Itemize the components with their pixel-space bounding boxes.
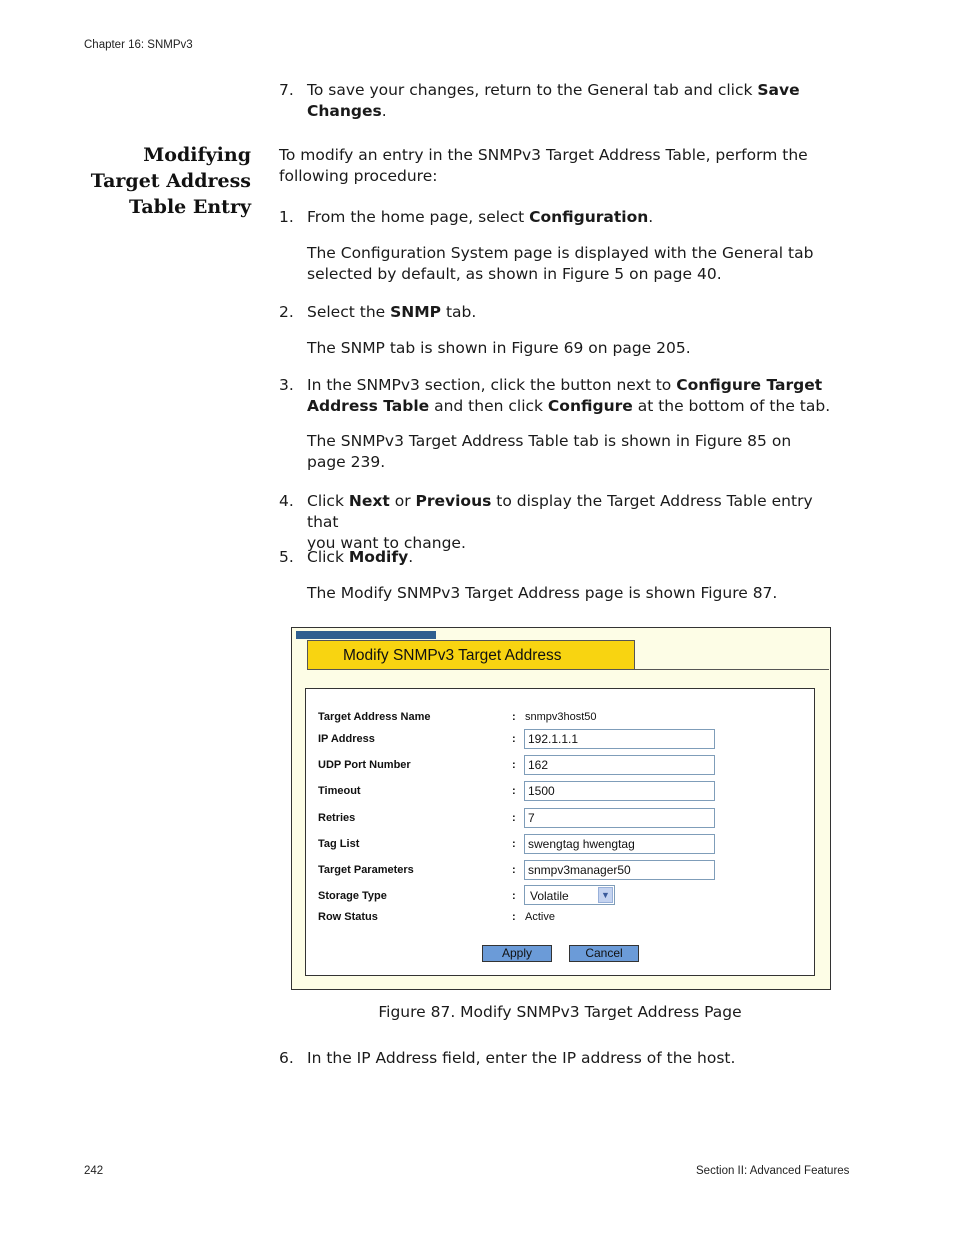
colon: : bbox=[512, 864, 516, 876]
step-3-text: In the SNMPv3 section, click the button next to Configure Target Address Table and then click Configure at the bottom of the tab. bbox=[307, 376, 831, 415]
colon: : bbox=[512, 812, 516, 824]
figure-title-bar bbox=[296, 631, 436, 639]
colon: : bbox=[512, 733, 516, 745]
step-1-number: 1. bbox=[279, 208, 294, 226]
tag-list-input[interactable]: swengtag hwengtag bbox=[524, 834, 715, 854]
colon: : bbox=[512, 890, 516, 902]
step-4-text: Click Next or Previous to display the Target Address Table entry that you want to change. bbox=[307, 492, 813, 552]
step-4-number: 4. bbox=[279, 492, 294, 510]
label-ip-address: IP Address bbox=[318, 733, 375, 745]
apply-button[interactable]: Apply bbox=[482, 945, 552, 962]
step-1-note: The Configuration System page is displayed with the General tab selected by default, as shown in Figure 5 on page 40. bbox=[307, 244, 814, 283]
figure-caption: Figure 87. Modify SNMPv3 Target Address Page bbox=[378, 1003, 742, 1021]
step-6-text: In the IP Address field, enter the IP address of the host. bbox=[307, 1049, 736, 1067]
value-target-address-name: snmpv3host50 bbox=[525, 711, 597, 723]
tab-underline bbox=[635, 669, 829, 670]
colon: : bbox=[512, 711, 516, 723]
step-5-text: Click Modify. bbox=[307, 548, 414, 566]
storage-type-select[interactable] bbox=[524, 885, 615, 905]
step-2-number: 2. bbox=[279, 303, 294, 321]
label-tag-list: Tag List bbox=[318, 838, 360, 850]
ip-address-input[interactable]: 192.1.1.1 bbox=[524, 729, 715, 749]
step-2-note: The SNMP tab is shown in Figure 69 on page 205. bbox=[307, 339, 691, 357]
step-7-text: To save your changes, return to the General tab and click Save Changes. bbox=[307, 81, 800, 120]
step-6-number: 6. bbox=[279, 1049, 294, 1067]
label-target-address-name: Target Address Name bbox=[318, 711, 431, 723]
tab-modify-snmpv3-target-address[interactable]: Modify SNMPv3 Target Address bbox=[307, 640, 635, 670]
colon: : bbox=[512, 785, 516, 797]
retries-input[interactable]: 7 bbox=[524, 808, 715, 828]
step-1-text: From the home page, select Configuration. bbox=[307, 208, 654, 226]
label-target-parameters: Target Parameters bbox=[318, 864, 414, 876]
colon: : bbox=[512, 838, 516, 850]
step-5-note: The Modify SNMPv3 Target Address page is shown Figure 87. bbox=[307, 584, 778, 602]
page-number: 242 bbox=[84, 1165, 104, 1177]
colon: : bbox=[512, 911, 516, 923]
label-udp-port-number: UDP Port Number bbox=[318, 759, 411, 771]
intro-paragraph: To modify an entry in the SNMPv3 Target Address Table, perform the following procedure: bbox=[279, 146, 808, 185]
udp-port-input[interactable]: 162 bbox=[524, 755, 715, 775]
step-5-number: 5. bbox=[279, 548, 294, 566]
colon: : bbox=[512, 759, 516, 771]
running-footer: Section II: Advanced Features bbox=[696, 1165, 850, 1177]
label-row-status: Row Status bbox=[318, 911, 378, 923]
timeout-input[interactable]: 1500 bbox=[524, 781, 715, 801]
label-retries: Retries bbox=[318, 812, 356, 824]
cancel-button[interactable]: Cancel bbox=[569, 945, 639, 962]
step-3-note: The SNMPv3 Target Address Table tab is shown in Figure 85 on page 239. bbox=[307, 432, 792, 471]
target-parameters-input[interactable]: snmpv3manager50 bbox=[524, 860, 715, 880]
step-3-number: 3. bbox=[279, 376, 294, 394]
value-row-status: Active bbox=[525, 911, 555, 923]
chevron-down-icon[interactable]: ▼ bbox=[598, 887, 613, 903]
storage-type-value: Volatile bbox=[530, 889, 569, 903]
step-7-number: 7. bbox=[279, 81, 294, 99]
step-2-text: Select the SNMP tab. bbox=[307, 303, 477, 321]
section-heading: Modifying Target Address Table Entry bbox=[90, 144, 251, 218]
label-storage-type: Storage Type bbox=[318, 890, 387, 902]
running-header: Chapter 16: SNMPv3 bbox=[84, 39, 193, 51]
label-timeout: Timeout bbox=[318, 785, 361, 797]
